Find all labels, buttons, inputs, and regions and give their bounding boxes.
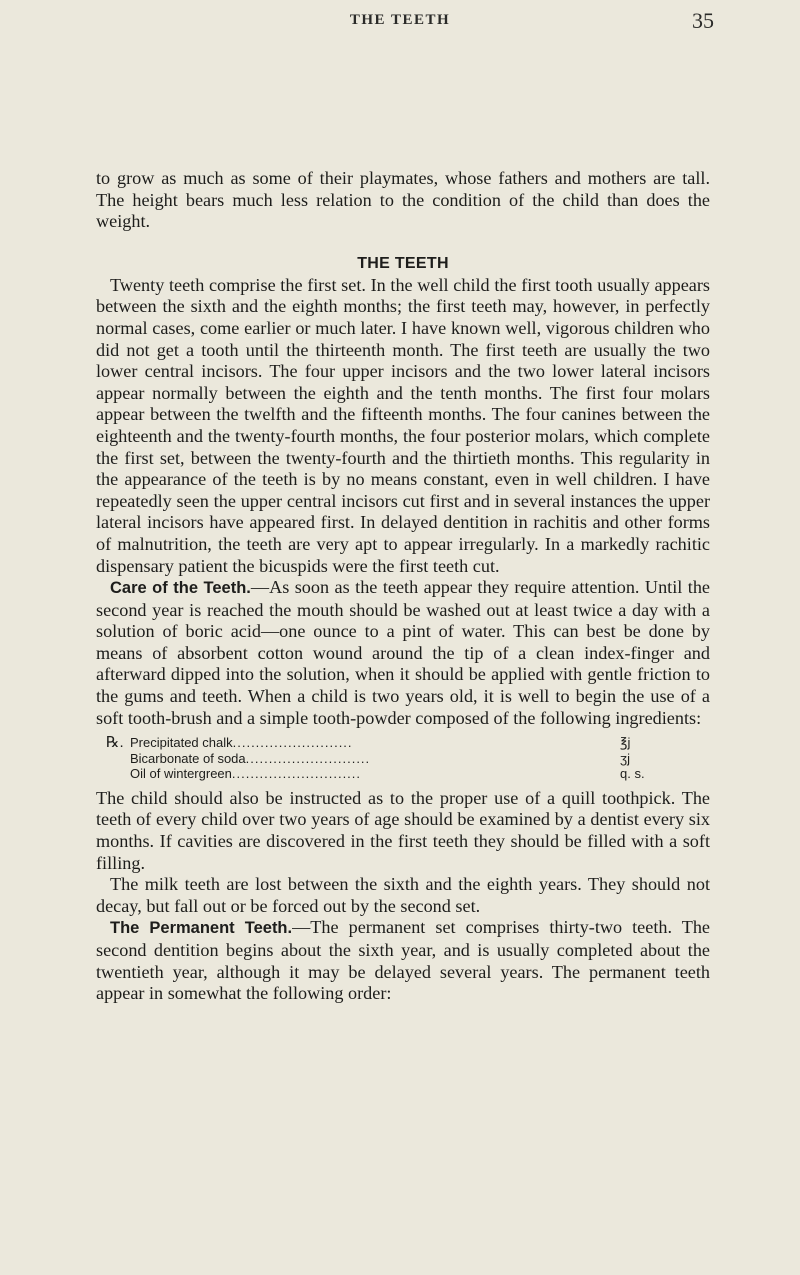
prescription-row <box>96 766 710 782</box>
page-number: 35 <box>692 8 714 33</box>
dot-leader: .......................... <box>232 735 353 751</box>
ingredient-name: Bicarbonate of soda <box>130 750 246 766</box>
recipe-symbol: ℞. <box>106 734 124 752</box>
dot-leader: ........................... <box>245 750 371 766</box>
run-in-heading-permanent: The Permanent Teeth. <box>110 919 293 938</box>
run-in-heading-care: Care of the Teeth. <box>110 579 251 598</box>
prescription-block <box>96 735 710 782</box>
body-text <box>96 168 710 1005</box>
ingredient-quantity: q. s. <box>620 766 645 782</box>
paragraph-milk-teeth: The milk teeth are lost between the sixth and the eighth years. They should not decay, but fall out or be forced out by the second set. <box>96 874 710 916</box>
paragraph-care-text: —As soon as the teeth appear they require attention. Until the second year is reached the mouth should be washed out at least twice a day with a solution of boric acid—one ounce to a pint of water. This can best be done by means of absorbent cotton wound around the tip of a clean index-finger and afterward dipped into the solution, when it should be applied with gentle friction to the gums and teeth. When a child is two years old, it is well to begin the use of a soft tooth-brush and a simple tooth-powder composed of the following ingredients: <box>96 577 710 728</box>
prescription-row <box>96 735 710 751</box>
paragraph-permanent-teeth <box>96 917 710 1004</box>
dot-leader: ............................ <box>231 766 362 782</box>
running-head <box>0 4 800 40</box>
paragraph-permanent-text: —The permanent set comprises thirty-two teeth. The second dentition begins about the sixth year, and is usually completed about the twentieth year, although it may be delayed several years. The permanent teeth appear in somewhat the following order: <box>96 917 710 1004</box>
ingredient-quantity: ʒj <box>620 750 630 766</box>
paragraph-toothpick: The child should also be instructed as to the proper use of a quill toothpick. The teeth of every child over two years of age should be examined by a dentist every six months. If cavities are discovered in the first teeth they should be filled with a soft filling. <box>96 787 710 873</box>
prescription-row <box>96 751 710 767</box>
section-heading-teeth: THE TEETH <box>357 254 449 272</box>
paragraph-continuation: to grow as much as some of their playmates, whose fathers and mothers are tall. The height bears much less relation to the condition of the child than does the weight. <box>96 168 710 232</box>
ingredient-quantity: ℥j <box>620 735 631 751</box>
paragraph-first-set: Twenty teeth comprise the first set. In the well child the first tooth usually appears between the sixth and the eighth months; the first teeth may, however, in perfectly normal cases, come earlier or much later. I have known well, vigorous children who did not get a tooth until the thirteenth month. The first teeth are usually the two lower central incisors. The four upper incisors and the two lower lateral incisors appear normally between the eighth and the tenth months. The first four molars appear between the twelfth and the fifteenth months. The four canines between the eighteenth and the twenty-fourth months, the four posterior molars, which complete the first set, between the twenty-fourth and the thirtieth months. This regularity in the appearance of the teeth is by no means constant, even in well children. I have repeatedly seen the upper central incisors cut first and in several instances the upper lateral incisors have appeared first. In delayed dentition in rachitis and other forms of malnutrition, the teeth are very apt to appear irregularly. In a markedly rachitic dispensary patient the bicuspids were the first teeth cut. <box>96 274 710 576</box>
paragraph-care-of-teeth <box>96 577 710 729</box>
ingredient-name: Oil of wintergreen <box>130 766 232 782</box>
running-title: THE TEETH <box>349 12 451 28</box>
ingredient-name: Precipitated chalk <box>130 735 233 751</box>
